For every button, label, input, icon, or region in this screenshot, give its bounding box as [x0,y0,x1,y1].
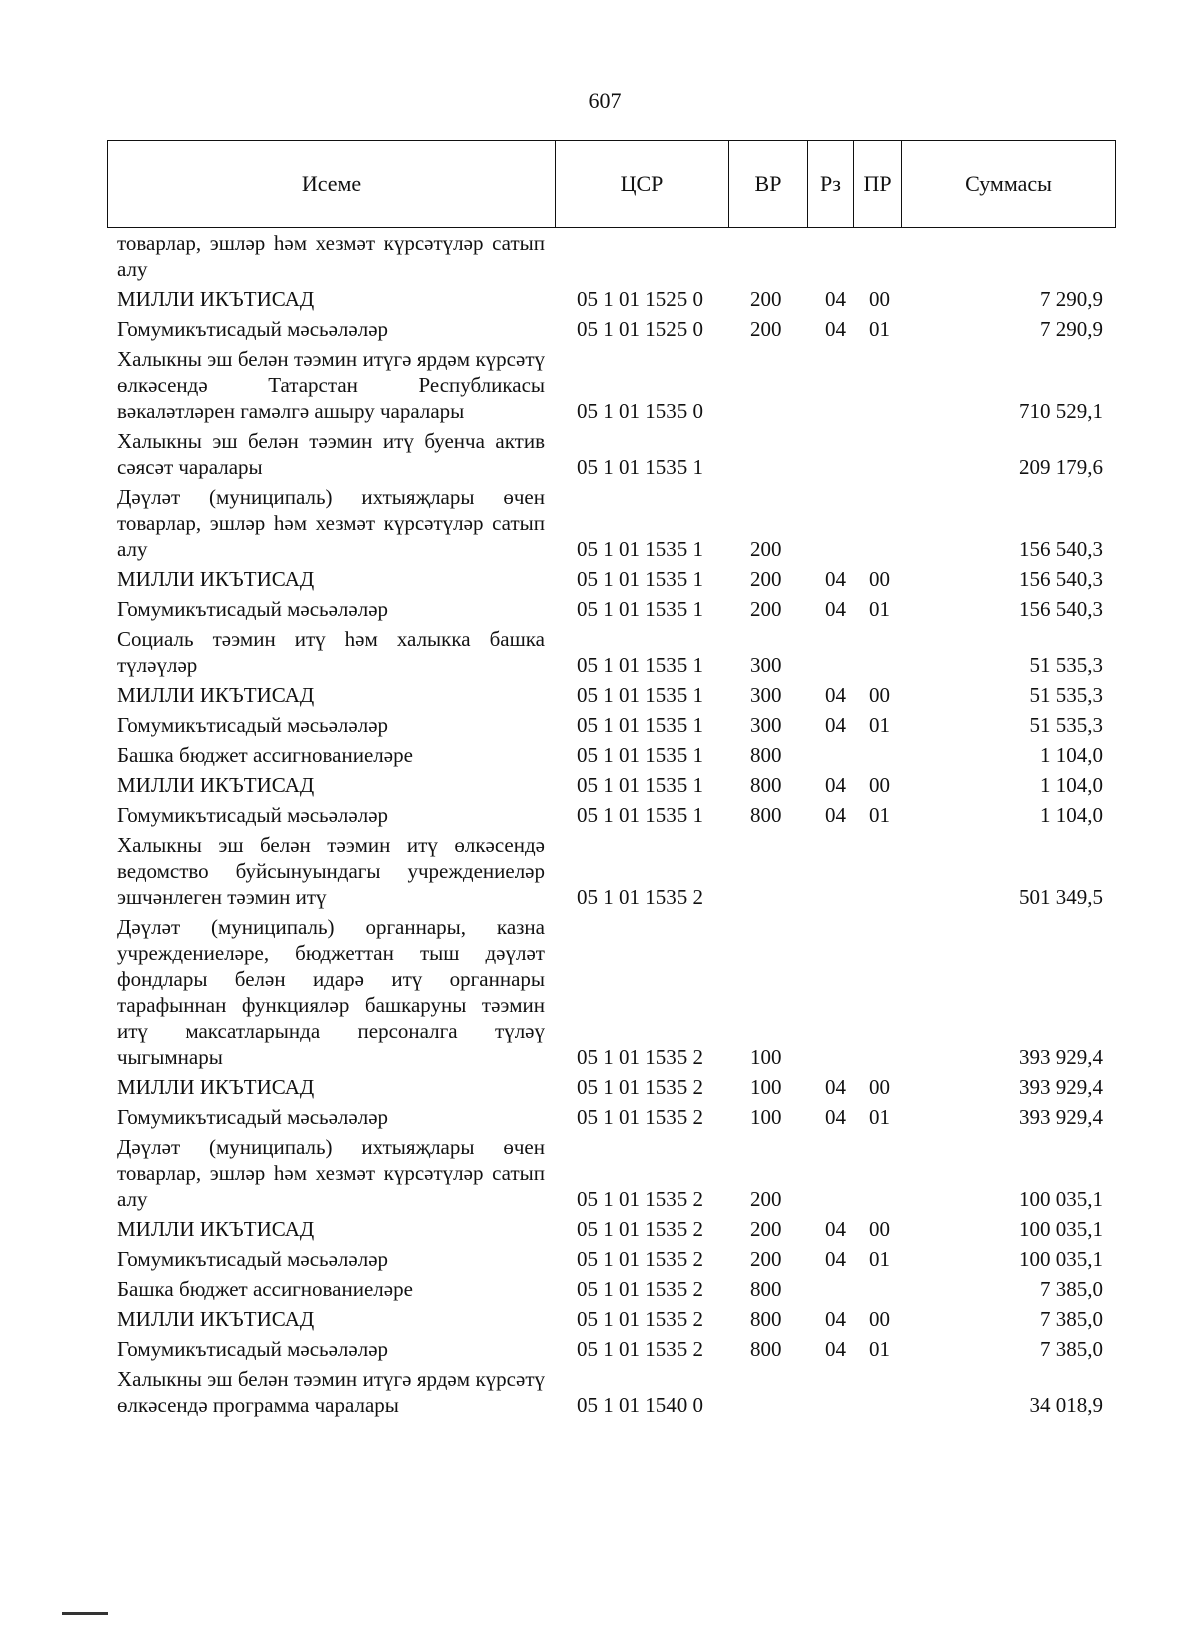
cell-pr: 00 [869,683,890,707]
cell-csr: 05 1 01 1535 2 [577,1307,703,1331]
cell-name: МИЛЛИ ИКЪТИСАД [117,287,315,311]
column-header-sum: Суммасы [902,141,1116,228]
cell-csr [555,228,728,284]
cell-sum: 51 535,3 [1029,713,1103,737]
cell-csr: 05 1 01 1535 1 [577,803,703,827]
cell-pr [853,830,901,912]
cell-rz: 04 [825,1075,846,1099]
cell-rz [807,1364,853,1420]
cell-csr: 05 1 01 1525 0 [577,317,703,341]
cell-sum: 7 290,9 [1040,287,1103,311]
cell-rz: 04 [825,317,846,341]
cell-rz: 04 [825,597,846,621]
cell-pr [853,1132,901,1214]
cell-name: МИЛЛИ ИКЪТИСАД [117,773,315,797]
cell-rz: 04 [825,1217,846,1241]
cell-pr: 00 [869,1075,890,1099]
table-row [107,1072,1115,1102]
cell-name: Социаль тәэмин итү һәм халыкка башка түләүләр [117,627,545,677]
cell-sum: 501 349,5 [1019,885,1103,909]
cell-vr: 100 [750,1075,782,1099]
cell-csr: 05 1 01 1535 2 [577,1105,703,1129]
cell-rz: 04 [825,1105,846,1129]
cell-sum: 7 385,0 [1040,1307,1103,1331]
cell-pr: 01 [869,803,890,827]
cell-name: Башка бюджет ассигнованиеләре [117,1277,413,1301]
cell-sum: 209 179,6 [1019,455,1103,479]
cell-rz [807,228,853,284]
column-header-csr: ЦСР [556,141,729,228]
table-row [107,800,1115,830]
cell-name: Халыкны эш белән тәэмин итү буенча актив сәясәт чаралары [117,429,545,479]
column-header-rz: Рз [808,141,854,228]
cell-pr: 01 [869,1247,890,1271]
cell-vr: 300 [750,713,782,737]
cell-vr: 200 [750,567,782,591]
column-header-pr: ПР [854,141,902,228]
cell-pr: 01 [869,317,890,341]
cell-vr: 200 [750,287,782,311]
cell-vr: 800 [750,803,782,827]
cell-vr: 200 [750,1217,782,1241]
cell-csr: 05 1 01 1535 1 [577,455,703,479]
table-row [107,228,1115,284]
table-row [107,1244,1115,1274]
cell-vr: 200 [750,597,782,621]
cell-rz [807,482,853,564]
cell-name: Гомумикътисадый мәсьәләләр [117,1247,389,1271]
cell-name: Халыкны эш белән тәэмин итү өлкәсендә ведомство буйсынуындагы учреждениеләр эшчәнлеген тәэмин итү [117,833,545,909]
cell-vr [728,426,807,482]
cell-name: Дәүләт (муниципаль) органнары, казна учреждениеләре, бюджеттан тыш дәүләт фондлары белән идарә итү органнары тарафыннан функцияләр башкаруны тәэмин итү максатларында персоналга түләү чыгымнары [117,915,545,1069]
cell-rz [807,1132,853,1214]
cell-rz: 04 [825,1337,846,1361]
cell-pr [853,1274,901,1304]
cell-rz: 04 [825,1307,846,1331]
cell-vr: 200 [750,1187,782,1211]
cell-name: МИЛЛИ ИКЪТИСАД [117,683,315,707]
cell-sum: 7 290,9 [1040,317,1103,341]
cell-csr: 05 1 01 1525 0 [577,287,703,311]
cell-rz [807,624,853,680]
cell-rz [807,830,853,912]
cell-vr: 100 [750,1105,782,1129]
cell-rz: 04 [825,287,846,311]
cell-rz: 04 [825,683,846,707]
cell-rz: 04 [825,713,846,737]
table-row [107,624,1115,680]
cell-vr: 200 [750,1247,782,1271]
cell-csr: 05 1 01 1535 2 [577,1075,703,1099]
cell-csr: 05 1 01 1540 0 [577,1393,703,1417]
budget-table-body [107,228,1115,1420]
table-row [107,1364,1115,1420]
column-header-name: Исеме [108,141,556,228]
cell-rz: 04 [825,773,846,797]
cell-sum [901,228,1115,284]
cell-pr: 00 [869,773,890,797]
table-row [107,284,1115,314]
table-row [107,710,1115,740]
cell-pr [853,740,901,770]
cell-rz: 04 [825,1247,846,1271]
cell-sum: 393 929,4 [1019,1105,1103,1129]
cell-name: Гомумикътисадый мәсьәләләр [117,1337,389,1361]
cell-pr: 01 [869,1337,890,1361]
cell-csr: 05 1 01 1535 1 [577,743,703,767]
cell-sum: 100 035,1 [1019,1247,1103,1271]
cell-csr: 05 1 01 1535 1 [577,537,703,561]
cell-pr: 00 [869,1307,890,1331]
cell-sum: 51 535,3 [1029,683,1103,707]
cell-name: товарлар, эшләр һәм хезмәт күрсәтүләр сатып алу [117,231,545,281]
cell-rz [807,912,853,1072]
cell-rz [807,740,853,770]
table-row [107,830,1115,912]
cell-name: Дәүләт (муниципаль) ихтыяҗлары өчен товарлар, эшләр һәм хезмәт күрсәтүләр сатып алу [117,1135,545,1211]
cell-csr: 05 1 01 1535 2 [577,1277,703,1301]
table-row [107,314,1115,344]
cell-rz [807,344,853,426]
cell-csr: 05 1 01 1535 1 [577,773,703,797]
cell-csr: 05 1 01 1535 2 [577,1337,703,1361]
cell-pr: 00 [869,567,890,591]
scan-mark [62,1612,108,1615]
cell-vr [728,830,807,912]
cell-name: МИЛЛИ ИКЪТИСАД [117,1075,315,1099]
table-row [107,1334,1115,1364]
cell-pr: 01 [869,1105,890,1129]
table-row [107,1214,1115,1244]
cell-pr [853,624,901,680]
cell-vr: 800 [750,1307,782,1331]
cell-sum: 1 104,0 [1040,743,1103,767]
cell-name: Халыкны эш белән тәэмин итүгә ярдәм күрсәтү өлкәсендә Татарстан Республикасы вәкаләтләрен гамәлгә ашыру чаралары [117,347,545,423]
cell-name: МИЛЛИ ИКЪТИСАД [117,567,315,591]
cell-vr: 200 [750,317,782,341]
cell-vr: 100 [750,1045,782,1069]
cell-csr: 05 1 01 1535 1 [577,597,703,621]
cell-vr: 200 [750,537,782,561]
cell-vr [728,1364,807,1420]
table-row [107,1274,1115,1304]
table-row [107,564,1115,594]
table-row [107,1304,1115,1334]
cell-vr [728,228,807,284]
cell-vr: 800 [750,1277,782,1301]
cell-sum: 1 104,0 [1040,803,1103,827]
cell-csr: 05 1 01 1535 1 [577,683,703,707]
cell-csr: 05 1 01 1535 2 [577,885,703,909]
cell-name: Гомумикътисадый мәсьәләләр [117,803,389,827]
cell-sum: 100 035,1 [1019,1187,1103,1211]
page-number: 607 [588,88,622,113]
cell-name: Гомумикътисадый мәсьәләләр [117,317,389,341]
table-row [107,344,1115,426]
table-row [107,1132,1115,1214]
cell-vr: 300 [750,653,782,677]
table-header [107,140,1116,228]
cell-name: Дәүләт (муниципаль) ихтыяҗлары өчен товарлар, эшләр һәм хезмәт күрсәтүләр сатып алу [117,485,545,561]
cell-sum: 156 540,3 [1019,537,1103,561]
cell-csr: 05 1 01 1535 1 [577,653,703,677]
cell-name: МИЛЛИ ИКЪТИСАД [117,1307,315,1331]
table-row [107,1102,1115,1132]
cell-csr: 05 1 01 1535 2 [577,1045,703,1069]
cell-sum: 34 018,9 [1029,1393,1103,1417]
cell-rz [807,1274,853,1304]
cell-pr: 00 [869,1217,890,1241]
table-row [107,482,1115,564]
cell-csr: 05 1 01 1535 2 [577,1217,703,1241]
cell-pr [853,482,901,564]
table-row [107,426,1115,482]
cell-sum: 393 929,4 [1019,1075,1103,1099]
cell-csr: 05 1 01 1535 0 [577,399,703,423]
cell-rz: 04 [825,567,846,591]
cell-sum: 51 535,3 [1029,653,1103,677]
cell-sum: 7 385,0 [1040,1277,1103,1301]
cell-sum: 710 529,1 [1019,399,1103,423]
cell-pr: 00 [869,287,890,311]
cell-sum: 100 035,1 [1019,1217,1103,1241]
cell-csr: 05 1 01 1535 2 [577,1187,703,1211]
cell-pr: 01 [869,713,890,737]
cell-name: Гомумикътисадый мәсьәләләр [117,713,389,737]
table-row [107,594,1115,624]
cell-vr [728,344,807,426]
cell-sum: 393 929,4 [1019,1045,1103,1069]
cell-csr: 05 1 01 1535 1 [577,567,703,591]
cell-name: Гомумикътисадый мәсьәләләр [117,597,389,621]
cell-name: Халыкны эш белән тәэмин итүгә ярдәм күрсәтү өлкәсендә программа чаралары [117,1367,545,1417]
cell-name: МИЛЛИ ИКЪТИСАД [117,1217,315,1241]
budget-table [107,228,1115,1420]
cell-vr: 800 [750,773,782,797]
cell-rz [807,426,853,482]
cell-pr: 01 [869,597,890,621]
cell-sum: 7 385,0 [1040,1337,1103,1361]
table-row [107,770,1115,800]
cell-pr [853,912,901,1072]
cell-csr: 05 1 01 1535 1 [577,713,703,737]
cell-csr: 05 1 01 1535 2 [577,1247,703,1271]
cell-sum: 156 540,3 [1019,597,1103,621]
cell-pr [853,1364,901,1420]
cell-rz: 04 [825,803,846,827]
cell-pr [853,228,901,284]
cell-vr: 800 [750,743,782,767]
cell-vr: 800 [750,1337,782,1361]
cell-sum: 156 540,3 [1019,567,1103,591]
column-header-vr: ВР [729,141,808,228]
cell-pr [853,344,901,426]
table-row [107,740,1115,770]
table-row [107,680,1115,710]
table-row [107,912,1115,1072]
cell-vr: 300 [750,683,782,707]
cell-sum: 1 104,0 [1040,773,1103,797]
cell-name: Гомумикътисадый мәсьәләләр [117,1105,389,1129]
cell-pr [853,426,901,482]
cell-name: Башка бюджет ассигнованиеләре [117,743,413,767]
